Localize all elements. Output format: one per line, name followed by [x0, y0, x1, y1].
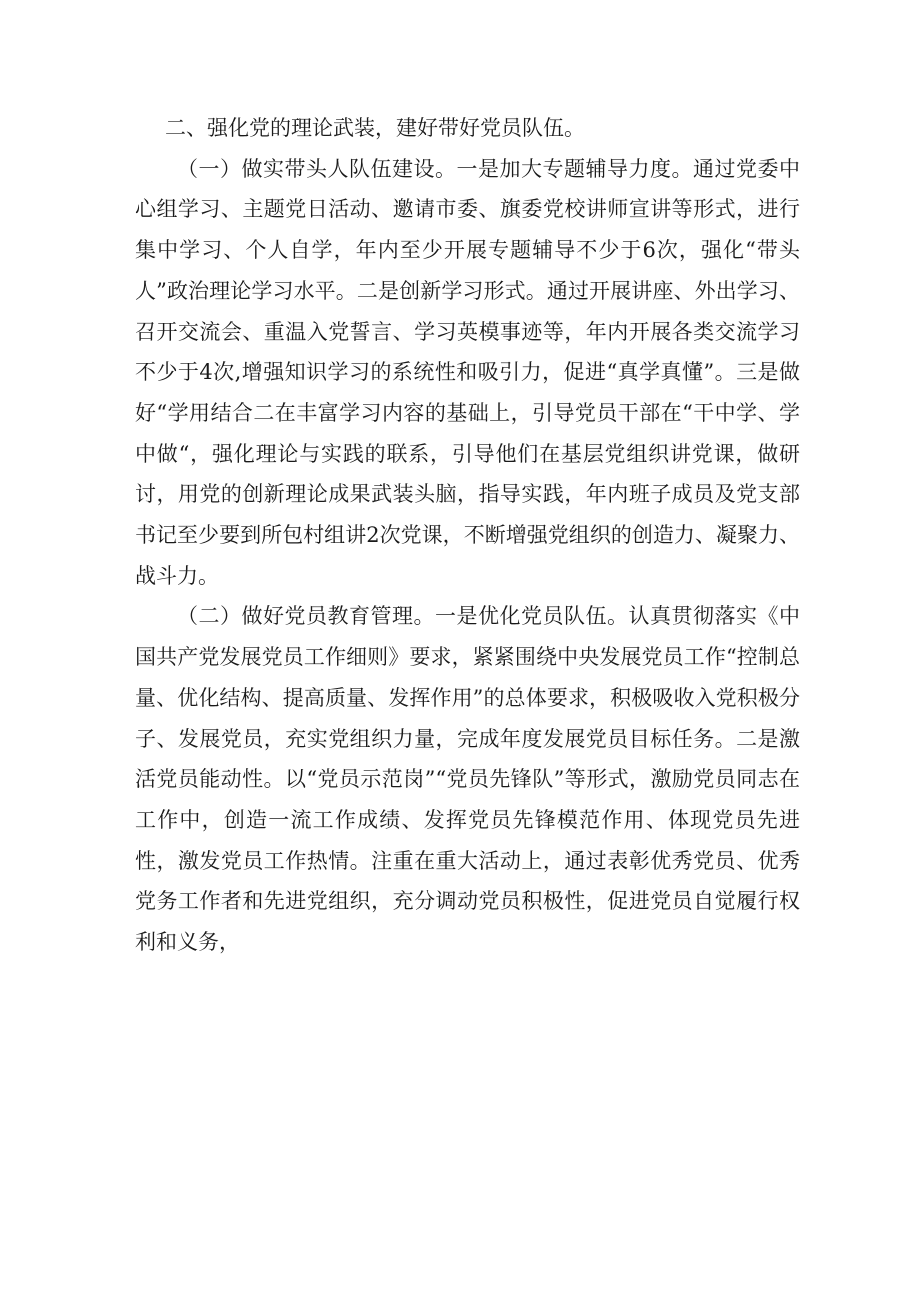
paragraph-1: （一）做实带头人队伍建设。一是加大专题辅导力度。通过党委中心组学习、主题党日活动、邀请市委、旗委党校讲师宣讲等形式，进行集中学习、个人自学，年内至少开展专题辅导不少于6次，强化“带头人”政治理论学习水平。二是创新学习形式。通过开展讲座、外出学习、召开交流会、重温入党誓言、学习英模事迹等，年内开展各类交流学习不少于4次,增强知识学习的系统性和吸引力，促进“真学真懂”。三是做好“学用结合二在丰富学习内容的基础上，引导党员干部在“干中学、学中做“，强化理论与实践的联系，引导他们在基层党组织讲党课，做研讨，用党的创新理论成果武装头脑，指导实践，年内班子成员及党支部书记至少要到所包村组讲2次党课，不断增强党组织的创造力、凝聚力、战斗力。	[135, 156, 800, 588]
document-body	[135, 108, 800, 963]
section-heading: 二、强化党的理论武装，建好带好党员队伍。	[165, 116, 585, 140]
paragraph-2: （二）做好党员教育管理。一是优化党员队伍。认真贯彻落实《中国共产党发展党员工作细则》要求，紧紧围绕中央发展党员工作“控制总量、优化结构、提高质量、发挥作用”的总体要求，积极吸收入党积极分子、发展党员，充实党组织力量，完成年度发展党员目标任务。二是激活党员能动性。以“党员示范岗”“党员先锋队”等形式，激励党员同志在工作中，创造一流工作成绩、发挥党员先锋模范作用、体现党员先进性，激发党员工作热情。注重在重大活动上，通过表彰优秀党员、优秀党务工作者和先进党组织，充分调动党员积极性，促进党员自觉履行权利和义务，	[135, 604, 800, 955]
